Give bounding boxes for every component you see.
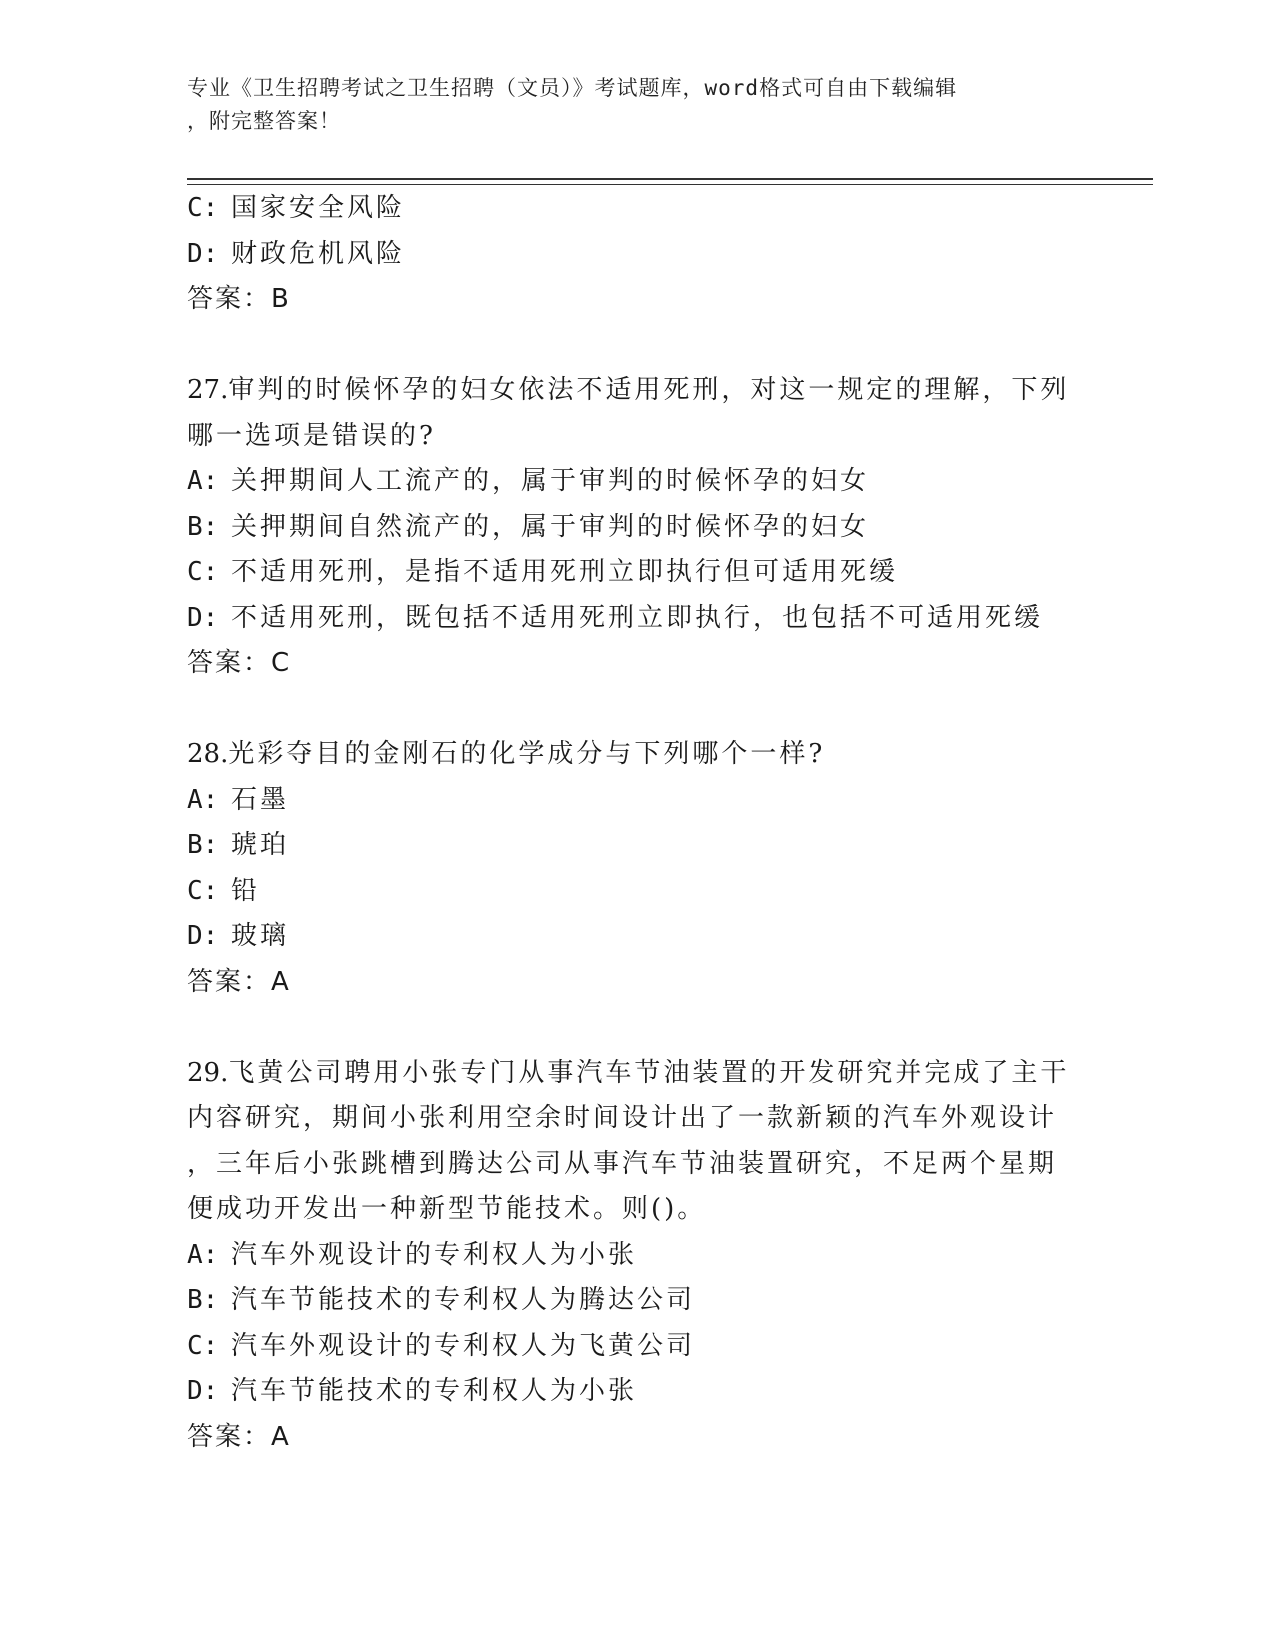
option-b: B: 汽车节能技术的专利权人为腾达公司	[187, 1285, 696, 1315]
header-line-2: ，附完整答案！	[187, 109, 341, 133]
question-text-line: 哪一选项是错误的?	[187, 420, 436, 451]
option-b: B: 琥珀	[187, 830, 290, 860]
question-29	[187, 1051, 1087, 1461]
question-27	[187, 368, 1087, 687]
question-text-line: 27.审判的时候怀孕的妇女依法不适用死刑，对这一规定的理解，下列	[187, 375, 1070, 405]
answer-line: 答案：C	[187, 648, 292, 678]
question-text-line: 便成功开发出一种新型节能技术。则()。	[187, 1194, 707, 1224]
spacer	[187, 687, 1087, 733]
question-text-line: 28.光彩夺目的金刚石的化学成分与下列哪个一样?	[187, 739, 826, 769]
option-c: C: 汽车外观设计的专利权人为飞黄公司	[187, 1330, 696, 1361]
question-text-line: ，三年后小张跳槽到腾达公司从事汽车节油装置研究，不足两个星期	[187, 1148, 1058, 1179]
answer-line: 答案：B	[187, 284, 291, 314]
prev-question	[187, 186, 1087, 323]
option-b: B: 关押期间自然流产的，属于审判的时候怀孕的妇女	[187, 511, 870, 542]
option-a: A: 石墨	[187, 784, 290, 815]
header-line-1: 专业《卫生招聘考试之卫生招聘（文员）》考试题库，word格式可自由下载编辑	[187, 76, 958, 100]
question-text-line: 29.飞黄公司聘用小张专门从事汽车节油装置的开发研究并完成了主干	[187, 1057, 1070, 1088]
header-divider-thick	[187, 178, 1153, 180]
spacer	[187, 1005, 1087, 1051]
answer-line: 答案：A	[187, 966, 291, 997]
option-a: A: 关押期间人工流产的，属于审判的时候怀孕的妇女	[187, 466, 870, 496]
option-d: D: 玻璃	[187, 921, 290, 951]
option-c: C: 国家安全风险	[187, 193, 406, 223]
document-body	[187, 186, 1087, 1460]
option-d: D: 不适用死刑，既包括不适用死刑立即执行，也包括不可适用死缓	[187, 602, 1044, 633]
option-d: D: 汽车节能技术的专利权人为小张	[187, 1376, 638, 1406]
option-a: A: 汽车外观设计的专利权人为小张	[187, 1239, 638, 1270]
spacer	[187, 323, 1087, 369]
option-d: D: 财政危机风险	[187, 238, 406, 269]
document-header	[187, 72, 1067, 138]
header-divider-thin	[187, 184, 1153, 185]
question-28	[187, 732, 1087, 1005]
option-c: C: 不适用死刑，是指不适用死刑立即执行但可适用死缓	[187, 557, 899, 587]
answer-line: 答案：A	[187, 1421, 291, 1452]
option-c: C: 铅	[187, 875, 261, 906]
question-text-line: 内容研究，期间小张利用空余时间设计出了一款新颖的汽车外观设计	[187, 1103, 1058, 1133]
